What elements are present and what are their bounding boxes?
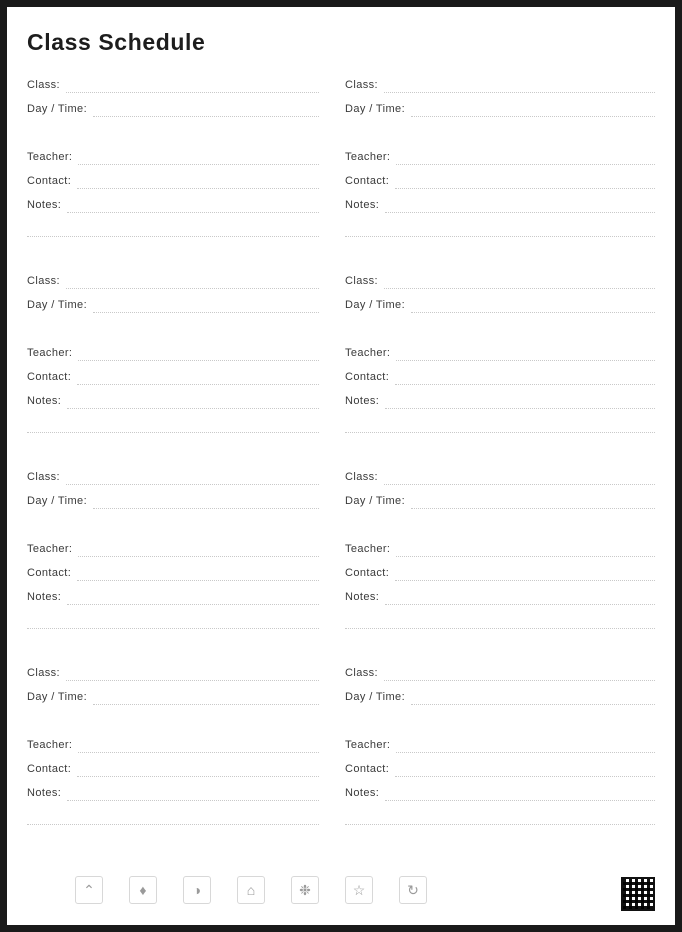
field-input-contact[interactable] (77, 373, 319, 385)
diamond-icon: ♦ (129, 876, 157, 904)
schedule-block (27, 69, 341, 237)
arrow-up-outline-icon: ⌃ (75, 876, 103, 904)
field-label-day-time: Day / Time: (27, 299, 88, 311)
field-label-contact: Contact: (27, 763, 72, 775)
field-label-notes: Notes: (345, 591, 380, 603)
page-title: Class Schedule (27, 29, 206, 55)
field-input-notes[interactable] (67, 201, 319, 213)
schedule-block (341, 69, 655, 237)
field-day-time[interactable] (345, 681, 655, 705)
field-notes[interactable] (27, 385, 319, 409)
field-label-class: Class: (27, 471, 60, 483)
field-notes[interactable] (27, 777, 319, 801)
field-input-teacher[interactable] (396, 741, 655, 753)
field-notes[interactable] (27, 581, 319, 605)
field-contact[interactable] (27, 361, 319, 385)
field-input-notes[interactable] (385, 397, 655, 409)
field-input-notes[interactable] (67, 397, 319, 409)
field-label-day-time: Day / Time: (27, 691, 88, 703)
field-input-class[interactable] (66, 81, 319, 93)
field-notes-extra-line[interactable] (27, 801, 319, 825)
field-input-notes-extra[interactable] (345, 421, 655, 433)
field-class[interactable] (345, 69, 655, 93)
field-label-day-time: Day / Time: (345, 691, 406, 703)
field-contact[interactable] (345, 361, 655, 385)
field-notes-extra-line[interactable] (345, 605, 655, 629)
field-input-notes-extra[interactable] (27, 617, 319, 629)
field-input-teacher[interactable] (396, 153, 655, 165)
field-input-day-time[interactable] (93, 497, 319, 509)
block-spacer (27, 117, 319, 141)
field-input-contact[interactable] (77, 569, 319, 581)
field-class[interactable] (345, 657, 655, 681)
field-label-notes: Notes: (27, 787, 62, 799)
pot-icon: ◑ (183, 876, 211, 904)
field-input-class[interactable] (66, 277, 319, 289)
document-page (7, 7, 675, 925)
field-input-class[interactable] (66, 669, 319, 681)
field-label-notes: Notes: (345, 787, 380, 799)
field-teacher[interactable] (345, 533, 655, 557)
block-spacer (345, 117, 655, 141)
block-spacer (345, 313, 655, 337)
field-label-notes: Notes: (27, 591, 62, 603)
field-class[interactable] (345, 461, 655, 485)
field-input-day-time[interactable] (93, 105, 319, 117)
schedule-block (27, 461, 341, 629)
field-label-teacher: Teacher: (27, 151, 73, 163)
field-label-day-time: Day / Time: (27, 103, 88, 115)
field-input-contact[interactable] (77, 177, 319, 189)
field-contact[interactable] (345, 753, 655, 777)
schedule-block (341, 461, 655, 629)
field-input-notes-extra[interactable] (27, 225, 319, 237)
field-label-teacher: Teacher: (345, 543, 391, 555)
field-label-contact: Contact: (27, 567, 72, 579)
field-teacher[interactable] (27, 337, 319, 361)
field-contact[interactable] (27, 753, 319, 777)
field-input-notes-extra[interactable] (27, 813, 319, 825)
field-notes-extra-line[interactable] (27, 409, 319, 433)
field-label-contact: Contact: (345, 175, 390, 187)
field-input-class[interactable] (384, 473, 655, 485)
field-class[interactable] (27, 69, 319, 93)
field-day-time[interactable] (27, 289, 319, 313)
field-contact[interactable] (345, 165, 655, 189)
field-contact[interactable] (27, 557, 319, 581)
field-input-contact[interactable] (77, 765, 319, 777)
block-spacer (345, 509, 655, 533)
field-notes-extra-line[interactable] (345, 213, 655, 237)
field-input-day-time[interactable] (411, 693, 655, 705)
field-input-day-time[interactable] (411, 497, 655, 509)
field-label-class: Class: (345, 471, 378, 483)
field-label-contact: Contact: (27, 371, 72, 383)
field-label-teacher: Teacher: (27, 739, 73, 751)
schedule-block (27, 265, 341, 433)
field-label-notes: Notes: (27, 395, 62, 407)
field-input-teacher[interactable] (78, 545, 319, 557)
field-label-contact: Contact: (345, 567, 390, 579)
field-label-notes: Notes: (27, 199, 62, 211)
field-notes-extra-line[interactable] (27, 213, 319, 237)
field-input-notes[interactable] (385, 593, 655, 605)
field-notes-extra-line[interactable] (27, 605, 319, 629)
field-teacher[interactable] (27, 533, 319, 557)
field-input-class[interactable] (384, 669, 655, 681)
field-class[interactable] (345, 265, 655, 289)
field-day-time[interactable] (27, 485, 319, 509)
field-label-class: Class: (27, 275, 60, 287)
field-notes[interactable] (27, 189, 319, 213)
field-label-teacher: Teacher: (345, 151, 391, 163)
field-input-notes[interactable] (67, 789, 319, 801)
field-class[interactable] (27, 265, 319, 289)
field-label-teacher: Teacher: (345, 347, 391, 359)
flower-icon: ❉ (291, 876, 319, 904)
field-teacher[interactable] (345, 141, 655, 165)
field-label-teacher: Teacher: (27, 543, 73, 555)
field-input-notes[interactable] (385, 789, 655, 801)
field-teacher[interactable] (345, 337, 655, 361)
field-day-time[interactable] (27, 93, 319, 117)
schedule-block (341, 657, 655, 825)
field-input-class[interactable] (384, 277, 655, 289)
field-day-time[interactable] (345, 289, 655, 313)
field-teacher[interactable] (27, 141, 319, 165)
field-notes[interactable] (345, 777, 655, 801)
field-input-notes-extra[interactable] (345, 225, 655, 237)
field-input-contact[interactable] (395, 569, 655, 581)
field-label-day-time: Day / Time: (345, 103, 406, 115)
qr-code-icon (621, 877, 655, 911)
field-label-contact: Contact: (345, 371, 390, 383)
schedule-grid (27, 69, 655, 853)
block-spacer (345, 705, 655, 729)
field-input-teacher[interactable] (396, 545, 655, 557)
field-input-day-time[interactable] (411, 301, 655, 313)
field-input-teacher[interactable] (396, 349, 655, 361)
field-input-notes-extra[interactable] (345, 813, 655, 825)
field-input-class[interactable] (384, 81, 655, 93)
field-label-contact: Contact: (345, 763, 390, 775)
star-icon: ☆ (345, 876, 373, 904)
field-label-day-time: Day / Time: (27, 495, 88, 507)
field-teacher[interactable] (345, 729, 655, 753)
field-notes[interactable] (345, 385, 655, 409)
block-spacer (27, 705, 319, 729)
field-notes[interactable] (345, 189, 655, 213)
field-input-class[interactable] (66, 473, 319, 485)
schedule-block (341, 265, 655, 433)
field-label-teacher: Teacher: (345, 739, 391, 751)
field-label-notes: Notes: (345, 395, 380, 407)
field-input-notes[interactable] (67, 593, 319, 605)
field-day-time[interactable] (345, 485, 655, 509)
field-input-contact[interactable] (395, 765, 655, 777)
field-contact[interactable] (345, 557, 655, 581)
field-notes[interactable] (345, 581, 655, 605)
schedule-block (27, 657, 341, 825)
field-input-teacher[interactable] (78, 349, 319, 361)
field-input-day-time[interactable] (411, 105, 655, 117)
footer (27, 867, 655, 913)
field-label-class: Class: (27, 79, 60, 91)
field-label-day-time: Day / Time: (345, 299, 406, 311)
field-class[interactable] (27, 461, 319, 485)
field-input-notes-extra[interactable] (27, 421, 319, 433)
field-notes-extra-line[interactable] (345, 409, 655, 433)
field-input-day-time[interactable] (93, 301, 319, 313)
bell-icon: ⌂ (237, 876, 265, 904)
field-class[interactable] (27, 657, 319, 681)
field-day-time[interactable] (345, 93, 655, 117)
field-input-notes[interactable] (385, 201, 655, 213)
field-contact[interactable] (27, 165, 319, 189)
field-input-teacher[interactable] (78, 741, 319, 753)
field-label-day-time: Day / Time: (345, 495, 406, 507)
field-input-contact[interactable] (395, 373, 655, 385)
field-label-notes: Notes: (345, 199, 380, 211)
field-label-class: Class: (345, 275, 378, 287)
field-input-notes-extra[interactable] (345, 617, 655, 629)
field-input-day-time[interactable] (93, 693, 319, 705)
field-notes-extra-line[interactable] (345, 801, 655, 825)
field-label-contact: Contact: (27, 175, 72, 187)
refresh-icon: ↻ (399, 876, 427, 904)
footer-icon-row (75, 876, 427, 904)
field-input-contact[interactable] (395, 177, 655, 189)
field-input-teacher[interactable] (78, 153, 319, 165)
field-label-class: Class: (345, 79, 378, 91)
block-spacer (27, 313, 319, 337)
field-label-class: Class: (27, 667, 60, 679)
block-spacer (27, 509, 319, 533)
field-label-teacher: Teacher: (27, 347, 73, 359)
field-label-class: Class: (345, 667, 378, 679)
field-day-time[interactable] (27, 681, 319, 705)
field-teacher[interactable] (27, 729, 319, 753)
